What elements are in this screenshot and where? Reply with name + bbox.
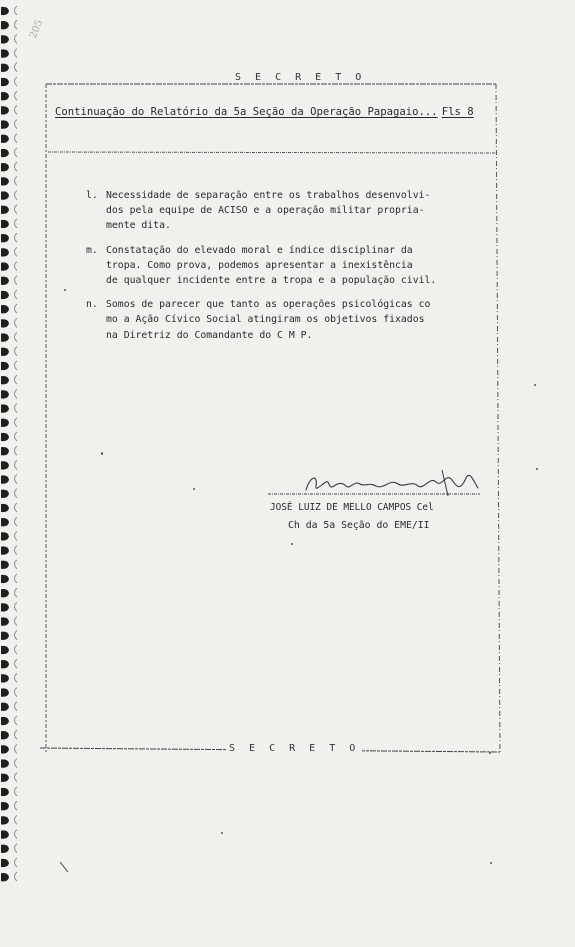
margin-annotation: 205 xyxy=(28,18,46,41)
item-line: Necessidade de separação entre os trabalhos desenvolvi- xyxy=(106,190,431,201)
list-item xyxy=(86,243,496,289)
item-line: dos pela equipe de ACISO e a operação militar propria- xyxy=(106,205,425,217)
classification-stamp-bottom: S E C R E T O xyxy=(226,743,362,754)
item-line: mo a Ação Cívico Social atingiram os objetivos fixados xyxy=(106,314,425,326)
item-line: na Diretriz do Comandante do C M P. xyxy=(106,329,313,341)
scan-speck xyxy=(490,862,492,864)
scan-speck xyxy=(489,752,491,754)
scan-speck xyxy=(536,468,538,470)
item-line: mente dita. xyxy=(106,220,171,232)
document-frame xyxy=(46,84,496,752)
item-line: tropa. Como prova, podemos apresentar a inexistência xyxy=(106,259,413,271)
scan-speck xyxy=(101,452,103,455)
scan-speck xyxy=(221,832,223,834)
scan-mark xyxy=(58,860,72,874)
signatory-role: Ch da 5a Seção do EME/II xyxy=(288,520,430,531)
item-line: de qualquer incidente entre a tropa e a população civil. xyxy=(106,275,437,287)
classification-stamp-top: S E C R E T O xyxy=(232,72,368,83)
item-letter: n. xyxy=(86,299,98,311)
page-header xyxy=(55,106,474,118)
scan-speck xyxy=(64,289,66,291)
item-list xyxy=(86,188,496,352)
folio-number: Fls 8 xyxy=(441,106,474,118)
signatory-name: JOSÉ LUIZ DE MELLO CAMPOS Cel xyxy=(270,502,434,513)
signature-block xyxy=(266,462,496,531)
list-item xyxy=(86,188,496,234)
item-letter: m. xyxy=(86,244,98,256)
scan-speck xyxy=(193,488,195,490)
item-line: Somos de parecer que tanto as operações psicológicas co xyxy=(106,299,431,311)
item-line: Constatação do elevado moral e índice disciplinar da xyxy=(106,244,413,256)
scan-speck xyxy=(291,543,293,545)
list-item xyxy=(86,297,496,343)
item-letter: l. xyxy=(86,190,98,201)
scan-speck xyxy=(534,384,536,386)
handwritten-signature xyxy=(266,462,496,502)
report-title: Continuação do Relatório da 5a Seção da Operação Papagaio... xyxy=(55,106,438,118)
